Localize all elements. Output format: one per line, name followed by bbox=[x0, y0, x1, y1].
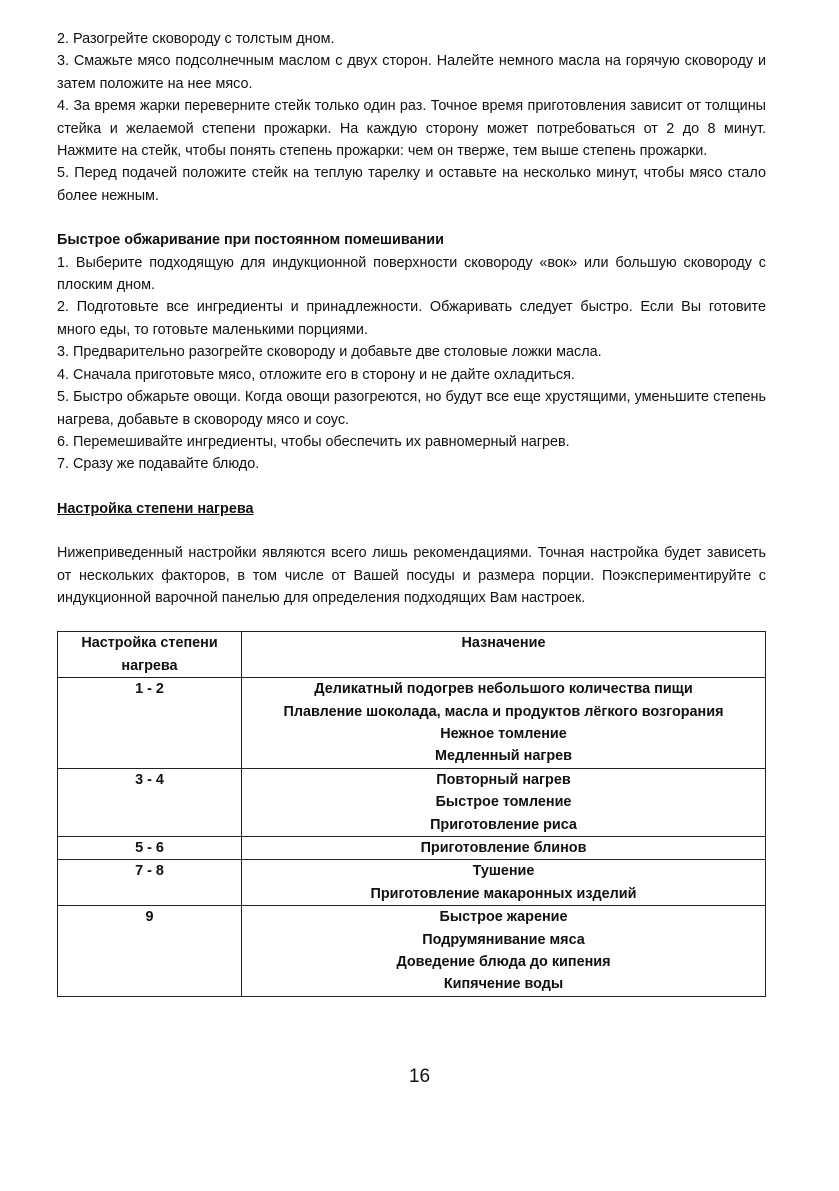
purpose-item: Приготовление риса bbox=[430, 816, 577, 833]
purpose-cell bbox=[242, 768, 766, 836]
stirfry-section bbox=[57, 229, 766, 475]
steak-instructions bbox=[57, 28, 766, 207]
section-heading: Настройка степени нагрева bbox=[57, 500, 254, 517]
table-row bbox=[58, 768, 766, 836]
heat-level: 3 - 4 bbox=[58, 768, 242, 836]
purpose-item: Быстрое томление bbox=[435, 794, 572, 811]
document-page bbox=[57, 28, 766, 997]
heat-level: 5 - 6 bbox=[58, 837, 242, 860]
table-row bbox=[58, 860, 766, 906]
heat-settings-section bbox=[57, 498, 766, 997]
purpose-cell bbox=[242, 837, 766, 860]
purpose-item: Медленный нагрев bbox=[435, 748, 572, 765]
table-header-row bbox=[58, 632, 766, 678]
purpose-cell bbox=[242, 906, 766, 997]
heat-level: 9 bbox=[58, 906, 242, 997]
purpose-item: Кипячение воды bbox=[443, 976, 564, 993]
purpose-cell bbox=[242, 678, 766, 769]
paragraph: 3. Смажьте мясо подсолнечным маслом с двух сторон. Налейте немного масла на горячую сковороду и затем положите на нее мясо. bbox=[57, 53, 766, 92]
paragraph: 5. Перед подачей положите стейк на теплую тарелку и оставьте на несколько минут, чтобы мясо стало более нежным. bbox=[57, 165, 766, 204]
purpose-item: Деликатный подогрев небольшого количества пищи bbox=[314, 681, 693, 698]
purpose-cell bbox=[242, 860, 766, 906]
paragraph: Нижеприведенный настройки являются всего лишь рекомендациями. Точная настройка будет зависеть от нескольких факторов, в том числе от Вашей посуды и размера порции. Поэкспериментируйте с индукционной варочной панелью для определения подходящих Вам настроек. bbox=[57, 545, 766, 606]
step: 4. Сначала приготовьте мясо, отложите его в сторону и не дайте охладиться. bbox=[57, 366, 575, 383]
purpose-item: Приготовление блинов bbox=[420, 840, 587, 856]
step: 6. Перемешивайте ингредиенты, чтобы обеспечить их равномерный нагрев. bbox=[57, 433, 570, 450]
purpose-item: Подрумянивание мяса bbox=[422, 931, 585, 948]
heat-settings-table bbox=[57, 631, 766, 997]
section-heading: Быстрое обжаривание при постоянном помешивании bbox=[57, 232, 444, 249]
paragraph: 4. За время жарки переверните стейк только один раз. Точное время приготовления зависит от толщины стейка и желаемой степени прожарки. На каждую сторону может потребоваться от 2 до 8 минут. Нажмите на стейк, чтобы понять степень прожарки: чем он тверже, тем выше степень прожарки. bbox=[57, 98, 766, 160]
page-number: 16 bbox=[408, 1066, 431, 1087]
column-header-setting: Настройка степени нагрева bbox=[58, 632, 242, 678]
heat-level: 7 - 8 bbox=[58, 860, 242, 906]
paragraph: 2. Разогрейте сковороду с толстым дном. bbox=[57, 31, 335, 47]
purpose-item: Тушение bbox=[472, 863, 535, 880]
heat-level: 1 - 2 bbox=[58, 678, 242, 769]
purpose-item: Плавление шоколада, масла и продуктов лёгкого возгорания bbox=[283, 703, 724, 720]
purpose-item: Нежное томление bbox=[440, 725, 567, 742]
purpose-item: Доведение блюда до кипения bbox=[396, 954, 611, 971]
step: 5. Быстро обжарьте овощи. Когда овощи разогреются, но будут все еще хрустящими, уменьшите степень нагрева, добавьте в сковороду мясо и соус. bbox=[57, 389, 766, 428]
step: 2. Подготовьте все ингредиенты и принадлежности. Обжаривать следует быстро. Если Вы готовите много еды, то готовьте маленькими порциями. bbox=[57, 299, 766, 338]
step: 3. Предварительно разогрейте сковороду и добавьте две столовые ложки масла. bbox=[57, 344, 602, 361]
table-row bbox=[58, 678, 766, 769]
purpose-item: Быстрое жарение bbox=[439, 909, 568, 926]
purpose-item: Повторный нагрев bbox=[436, 771, 571, 788]
purpose-item: Приготовление макаронных изделий bbox=[370, 885, 637, 902]
column-header-purpose: Назначение bbox=[242, 632, 766, 678]
table-row bbox=[58, 906, 766, 997]
table-row bbox=[58, 837, 766, 860]
step: 7. Сразу же подавайте блюдо. bbox=[57, 456, 260, 473]
step: 1. Выберите подходящую для индукционной поверхности сковороду «вок» или большую сковороду с плоским дном. bbox=[57, 254, 766, 294]
